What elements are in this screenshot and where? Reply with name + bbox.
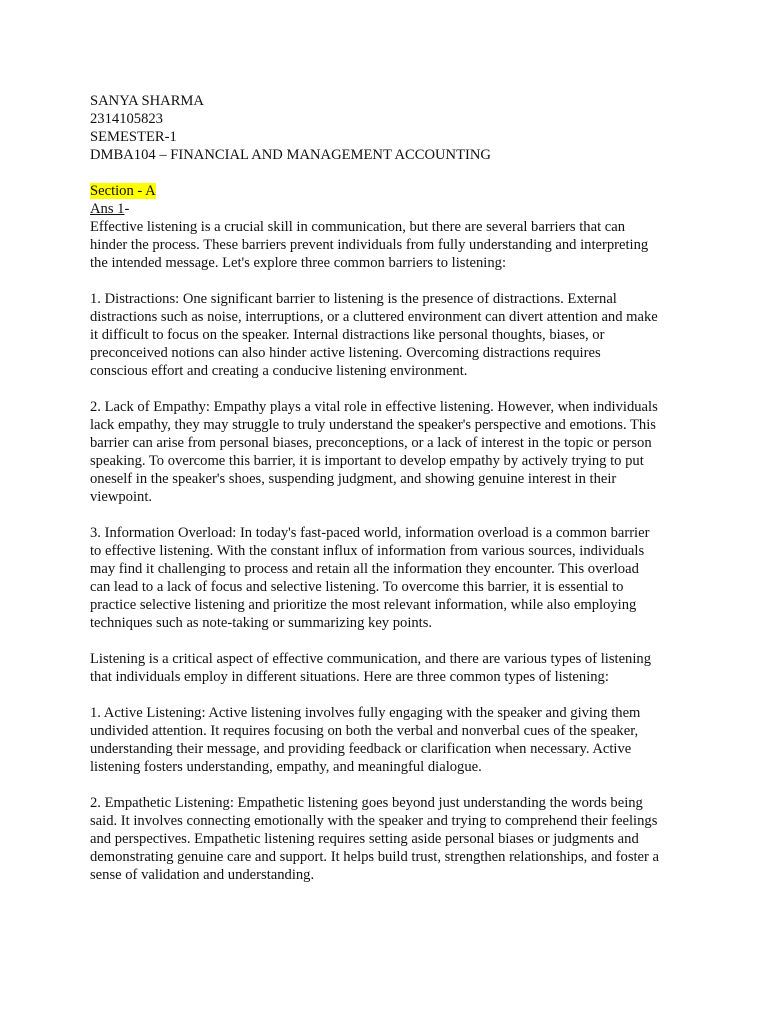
answer-label: Ans 1 <box>90 201 125 217</box>
text-line: distractions such as noise, interruptions, or a cluttered environment can divert attention and make <box>90 309 658 325</box>
paragraph-gap <box>90 686 690 704</box>
section-heading <box>90 182 690 200</box>
text-line: 2. Empathetic Listening: Empathetic listening goes beyond just understanding the words being <box>90 795 643 811</box>
text-line: conscious effort and creating a conducive listening environment. <box>90 363 468 379</box>
paragraph <box>90 650 690 686</box>
text-line: demonstrating genuine care and support. It helps build trust, strengthen relationships, and foster a <box>90 849 660 865</box>
text-line: it difficult to focus on the speaker. Internal distractions like personal thoughts, biases, or <box>90 327 605 343</box>
text-line: listening fosters understanding, empathy, and meaningful dialogue. <box>90 759 482 775</box>
text-line: to effective listening. With the constant influx of information from various sources, individuals <box>90 543 645 559</box>
text-line: viewpoint. <box>90 489 153 505</box>
text-line: may find it challenging to process and retain all the information they encounter. This overload <box>90 561 639 577</box>
paragraph-gap <box>90 506 690 524</box>
paragraph-gap <box>90 380 690 398</box>
roll-number: 2314105823 <box>90 111 163 127</box>
text-line: Effective listening is a crucial skill in communication, but there are several barriers that can <box>90 219 626 235</box>
text-line: 1. Active Listening: Active listening involves fully engaging with the speaker and giving them <box>90 705 641 721</box>
document-body <box>90 92 690 884</box>
paragraph <box>90 704 690 776</box>
text-line: lack empathy, they may struggle to truly understand the speaker's perspective and emotions. This <box>90 417 656 433</box>
paragraph-gap <box>90 272 690 290</box>
text-line: 1. Distractions: One significant barrier to listening is the presence of distractions. External <box>90 291 617 307</box>
answer-suffix: - <box>124 201 130 217</box>
text-line: practice selective listening and prioritize the most relevant information, while also employing <box>90 597 637 613</box>
student-name: SANYA SHARMA <box>90 93 204 109</box>
text-line: preconceived notions can also hinder active listening. Overcoming distractions requires <box>90 345 601 361</box>
paragraph <box>90 524 690 632</box>
text-line: said. It involves connecting emotionally with the speaker and trying to comprehend their feelings <box>90 813 658 829</box>
text-line: 2. Lack of Empathy: Empathy plays a vital role in effective listening. However, when individuals <box>90 399 658 415</box>
text-line: undivided attention. It requires focusing on both the verbal and nonverbal cues of the speaker, <box>90 723 639 739</box>
text-line: understanding their message, and providing feedback or clarification when necessary. Active <box>90 741 632 757</box>
paragraph <box>90 794 690 884</box>
text-line: can lead to a lack of focus and selective listening. To overcome this barrier, it is essential to <box>90 579 624 595</box>
text-line: speaking. To overcome this barrier, it is important to develop empathy by actively trying to put <box>90 453 644 469</box>
text-line: 3. Information Overload: In today's fast-paced world, information overload is a common barrier <box>90 525 650 541</box>
paragraph <box>90 218 690 272</box>
spacer <box>90 164 690 182</box>
text-line: sense of validation and understanding. <box>90 867 315 883</box>
paragraph-gap <box>90 632 690 650</box>
text-line: that individuals employ in different situations. Here are three common types of listening: <box>90 669 609 685</box>
paragraph <box>90 398 690 506</box>
answer-paragraphs <box>90 218 690 884</box>
text-line: the intended message. Let's explore three common barriers to listening: <box>90 255 506 271</box>
paragraph <box>90 290 690 380</box>
text-line: oneself in the speaker's shoes, suspending judgment, and showing genuine interest in their <box>90 471 617 487</box>
course-title: DMBA104 – FINANCIAL AND MANAGEMENT ACCOUNTING <box>90 147 491 163</box>
text-line: Listening is a critical aspect of effective communication, and there are various types of listening <box>90 651 651 667</box>
text-line: and perspectives. Empathetic listening requires setting aside personal biases or judgments and <box>90 831 639 847</box>
paragraph-gap <box>90 776 690 794</box>
text-line: hinder the process. These barriers prevent individuals from fully understanding and interpreting <box>90 237 649 253</box>
text-line: techniques such as note-taking or summarizing key points. <box>90 615 433 631</box>
semester: SEMESTER-1 <box>90 129 177 145</box>
text-line: barrier can arise from personal biases, preconceptions, or a lack of interest in the topic or person <box>90 435 652 451</box>
answer-heading <box>90 200 690 218</box>
section-label: Section - A <box>90 183 156 199</box>
